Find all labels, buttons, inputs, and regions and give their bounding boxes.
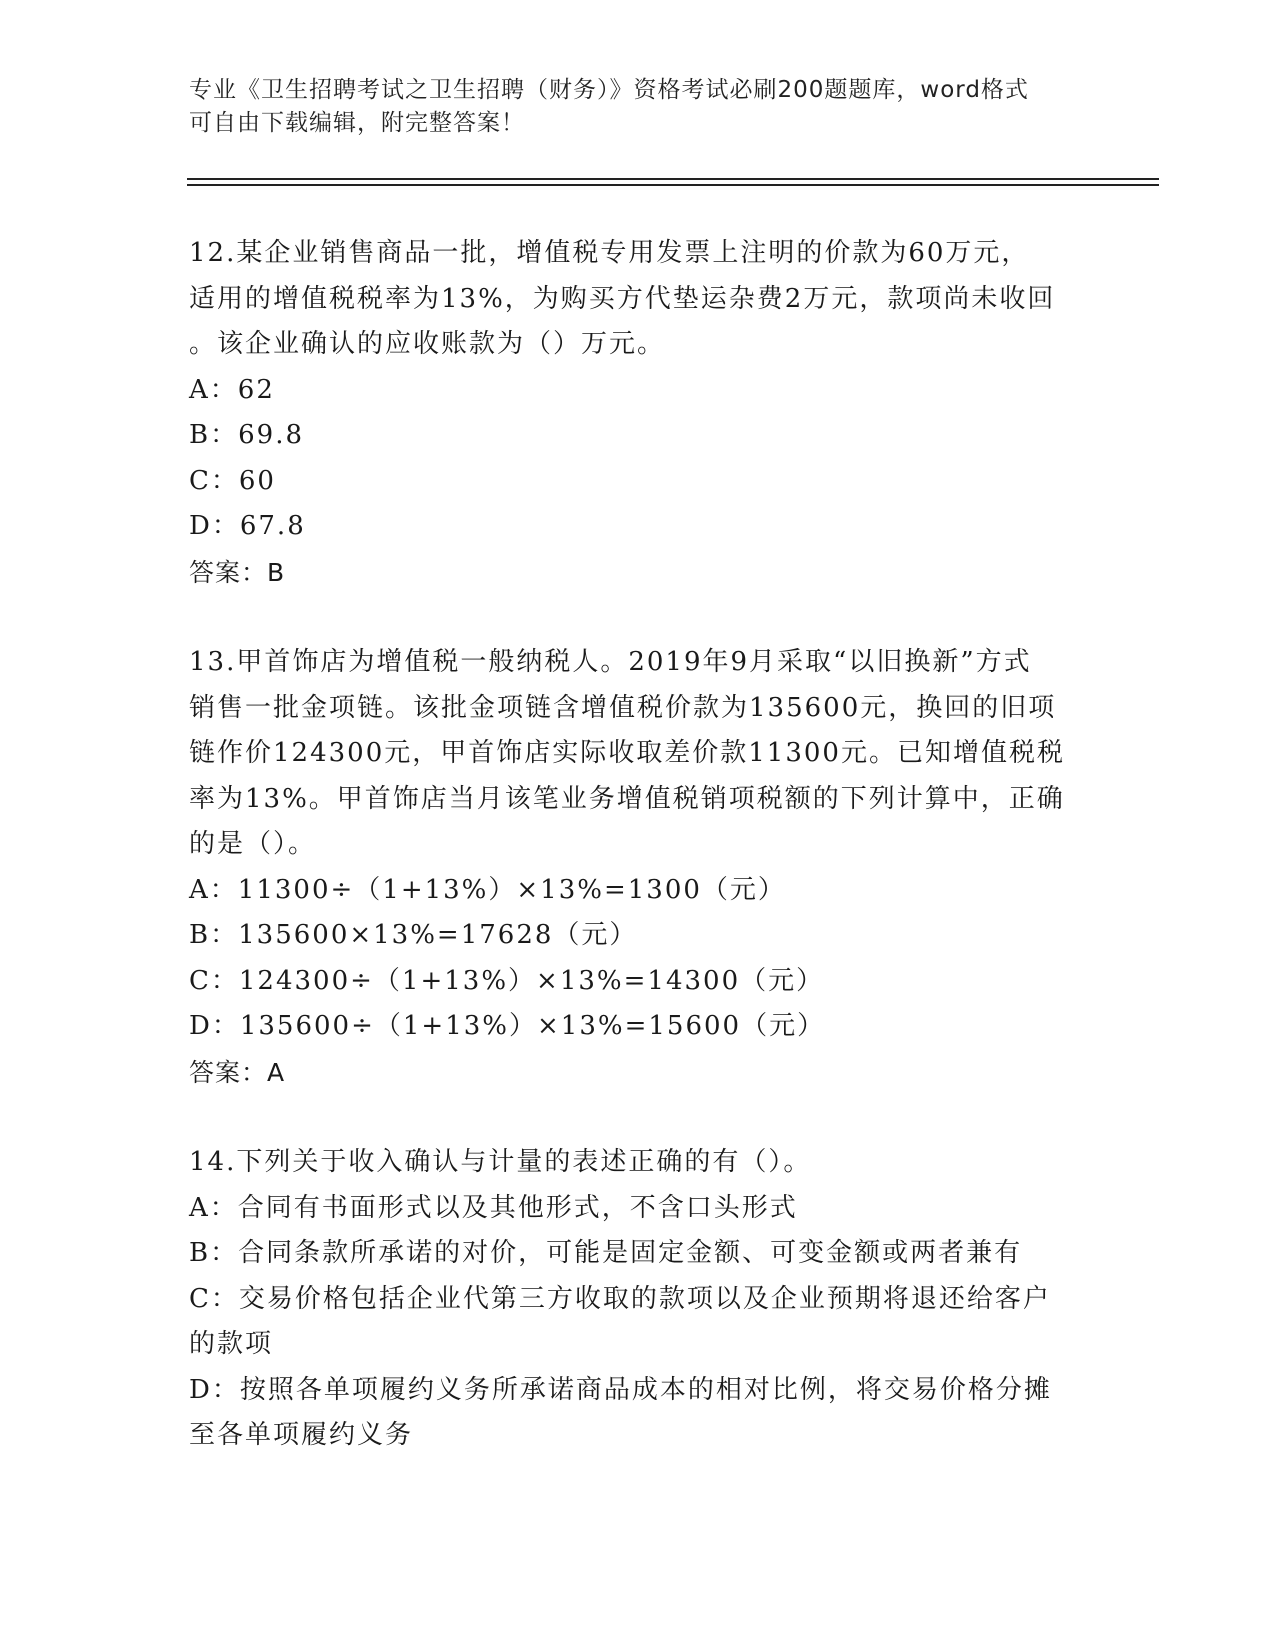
question-list	[189, 231, 1089, 1504]
option-d: D：67.8	[189, 511, 306, 541]
header-line-2: 可自由下载编辑，附完整答案！	[189, 110, 525, 136]
document-header	[189, 74, 1089, 140]
question-stem-line: 13.甲首饰店为增值税一般纳税人。2019年9月采取“以旧换新”方式	[189, 647, 1032, 677]
question-stem-line: 。该企业确认的应收账款为（）万元。	[189, 329, 666, 359]
answer-label: 答案：B	[189, 557, 286, 587]
question-stem-line: 链作价124300元，甲首饰店实际收取差价款11300元。已知增值税税	[189, 738, 1065, 768]
question-12	[189, 231, 1089, 595]
option-c-continued: 的款项	[189, 1329, 274, 1359]
option-c: C：交易价格包括企业代第三方收取的款项以及企业预期将退还给客户	[189, 1283, 1051, 1314]
question-stem-line: 适用的增值税税率为13%，为购买方代垫运杂费2万元，款项尚未收回	[189, 283, 1056, 314]
option-b: B：135600×13%=17628（元）	[189, 920, 638, 950]
option-a: A：11300÷（1+13%）×13%=1300（元）	[189, 874, 786, 905]
header-line-1: 专业《卫生招聘考试之卫生招聘（财务）》资格考试必刷200题题库，word格式	[189, 77, 1029, 103]
option-b: B：合同条款所承诺的对价，可能是固定金额、可变金额或两者兼有	[189, 1238, 1023, 1268]
question-stem-line: 14.下列关于收入确认与计量的表述正确的有（）。	[189, 1147, 812, 1177]
header-divider-top	[187, 178, 1159, 180]
question-14	[189, 1140, 1089, 1459]
option-d: D：按照各单项履约义务所承诺商品成本的相对比例，将交易价格分摊	[189, 1374, 1052, 1405]
question-13	[189, 640, 1089, 1095]
question-stem-line: 销售一批金项链。该批金项链含增值税价款为135600元，换回的旧项	[189, 692, 1057, 723]
option-a: A：合同有书面形式以及其他形式，不含口头形式	[189, 1192, 798, 1223]
option-c: C：124300÷（1+13%）×13%=14300（元）	[189, 965, 825, 996]
answer-label: 答案：A	[189, 1057, 286, 1087]
question-stem-line: 12.某企业销售商品一批，增值税专用发票上注明的价款为60万元，	[189, 238, 1030, 268]
option-c: C：60	[189, 465, 276, 496]
question-stem-line: 率为13%。甲首饰店当月该笔业务增值税销项税额的下列计算中，正确	[189, 783, 1065, 814]
header-divider-bottom	[187, 184, 1159, 186]
option-a: A：62	[189, 374, 275, 405]
question-stem-line: 的是（）。	[189, 829, 317, 859]
option-d-continued: 至各单项履约义务	[189, 1420, 414, 1450]
option-b: B：69.8	[189, 420, 304, 450]
option-d: D：135600÷（1+13%）×13%=15600（元）	[189, 1011, 826, 1041]
